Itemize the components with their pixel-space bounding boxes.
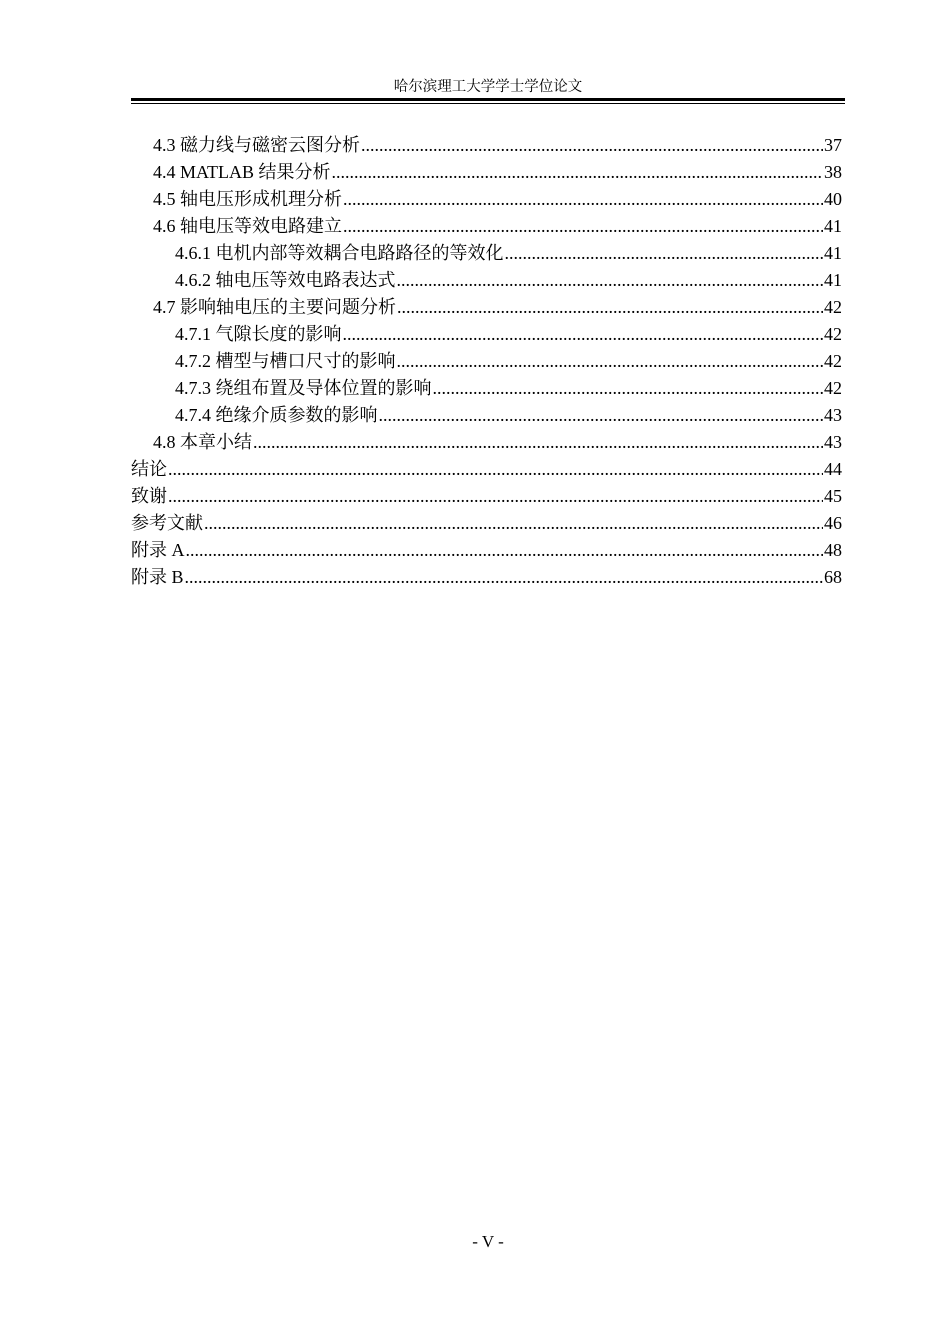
toc-entry-page: 43 xyxy=(824,432,842,452)
toc-dot-leader xyxy=(343,213,823,240)
toc-entry-4-4[interactable] xyxy=(131,159,842,186)
toc-entry-conclusion[interactable] xyxy=(131,456,842,483)
toc-entry-page: 43 xyxy=(824,405,842,425)
toc-dot-leader xyxy=(186,537,824,564)
toc-entry-4-6-2[interactable] xyxy=(131,267,842,294)
toc-entry-4-7-4[interactable] xyxy=(131,402,842,429)
header-rule-thick xyxy=(131,98,845,101)
toc-entry-title: 参考文献 xyxy=(131,513,203,533)
toc-entry-acknowledgements[interactable] xyxy=(131,483,842,510)
toc-entry-page: 46 xyxy=(824,513,842,533)
toc-dot-leader xyxy=(397,294,823,321)
table-of-contents xyxy=(131,132,842,591)
toc-entry-page: 37 xyxy=(824,135,842,155)
toc-entry-title: 4.6.2 轴电压等效电路表达式 xyxy=(175,270,396,290)
toc-dot-leader xyxy=(204,510,823,537)
page-number: - V - xyxy=(472,1232,504,1251)
toc-dot-leader xyxy=(343,321,824,348)
toc-entry-page: 42 xyxy=(824,378,842,398)
toc-entry-title: 4.7.2 槽型与槽口尺寸的影响 xyxy=(175,351,396,371)
toc-entry-title: 4.5 轴电压形成机理分析 xyxy=(153,189,342,209)
toc-entry-4-8[interactable] xyxy=(131,429,842,456)
toc-dot-leader xyxy=(332,159,823,186)
toc-entry-page: 42 xyxy=(824,324,842,344)
toc-entry-page: 40 xyxy=(824,189,842,209)
toc-dot-leader xyxy=(168,456,823,483)
toc-entry-page: 44 xyxy=(824,459,842,479)
toc-dot-leader xyxy=(343,186,823,213)
toc-entry-title: 4.7 影响轴电压的主要问题分析 xyxy=(153,297,396,317)
toc-entry-title: 4.8 本章小结 xyxy=(153,432,252,452)
toc-entry-page: 45 xyxy=(824,486,842,506)
toc-entry-4-3[interactable] xyxy=(131,132,842,159)
toc-entry-title: 附录 A xyxy=(131,540,185,560)
toc-dot-leader xyxy=(361,132,823,159)
toc-entry-4-7-1[interactable] xyxy=(131,321,842,348)
toc-dot-leader xyxy=(505,240,824,267)
toc-entry-title: 4.7.3 绕组布置及导体位置的影响 xyxy=(175,378,432,398)
toc-entry-4-5[interactable] xyxy=(131,186,842,213)
toc-entry-page: 41 xyxy=(824,243,842,263)
toc-entry-page: 42 xyxy=(824,351,842,371)
toc-dot-leader xyxy=(253,429,823,456)
toc-entry-page: 42 xyxy=(824,297,842,317)
page-header-title: 哈尔滨理工大学学士学位论文 xyxy=(393,79,583,95)
toc-dot-leader xyxy=(433,375,824,402)
toc-entry-title: 附录 B xyxy=(131,567,184,587)
toc-entry-page: 48 xyxy=(824,540,842,560)
toc-dot-leader xyxy=(379,402,824,429)
toc-dot-leader xyxy=(168,483,823,510)
toc-entry-4-6-1[interactable] xyxy=(131,240,842,267)
toc-entry-title: 4.7.4 绝缘介质参数的影响 xyxy=(175,405,378,425)
toc-entry-title: 4.3 磁力线与磁密云图分析 xyxy=(153,135,360,155)
toc-entry-page: 41 xyxy=(824,216,842,236)
toc-entry-4-7[interactable] xyxy=(131,294,842,321)
toc-dot-leader xyxy=(397,267,824,294)
toc-dot-leader xyxy=(397,348,824,375)
toc-entry-page: 41 xyxy=(824,270,842,290)
toc-entry-page: 38 xyxy=(824,162,842,182)
toc-entry-title: 4.6 轴电压等效电路建立 xyxy=(153,216,342,236)
toc-entry-references[interactable] xyxy=(131,510,842,537)
toc-entry-title: 4.4 MATLAB 结果分析 xyxy=(153,162,331,182)
toc-entry-title: 4.7.1 气隙长度的影响 xyxy=(175,324,342,344)
toc-entry-title: 结论 xyxy=(131,459,167,479)
toc-entry-appendix-a[interactable] xyxy=(131,537,842,564)
toc-entry-title: 致谢 xyxy=(131,486,167,506)
header-rule-thin xyxy=(131,103,845,104)
toc-entry-4-7-3[interactable] xyxy=(131,375,842,402)
toc-entry-page: 68 xyxy=(824,567,842,587)
toc-entry-title: 4.6.1 电机内部等效耦合电路路径的等效化 xyxy=(175,243,504,263)
toc-entry-4-6[interactable] xyxy=(131,213,842,240)
toc-entry-appendix-b[interactable] xyxy=(131,564,842,591)
toc-dot-leader xyxy=(185,564,823,591)
toc-entry-4-7-2[interactable] xyxy=(131,348,842,375)
